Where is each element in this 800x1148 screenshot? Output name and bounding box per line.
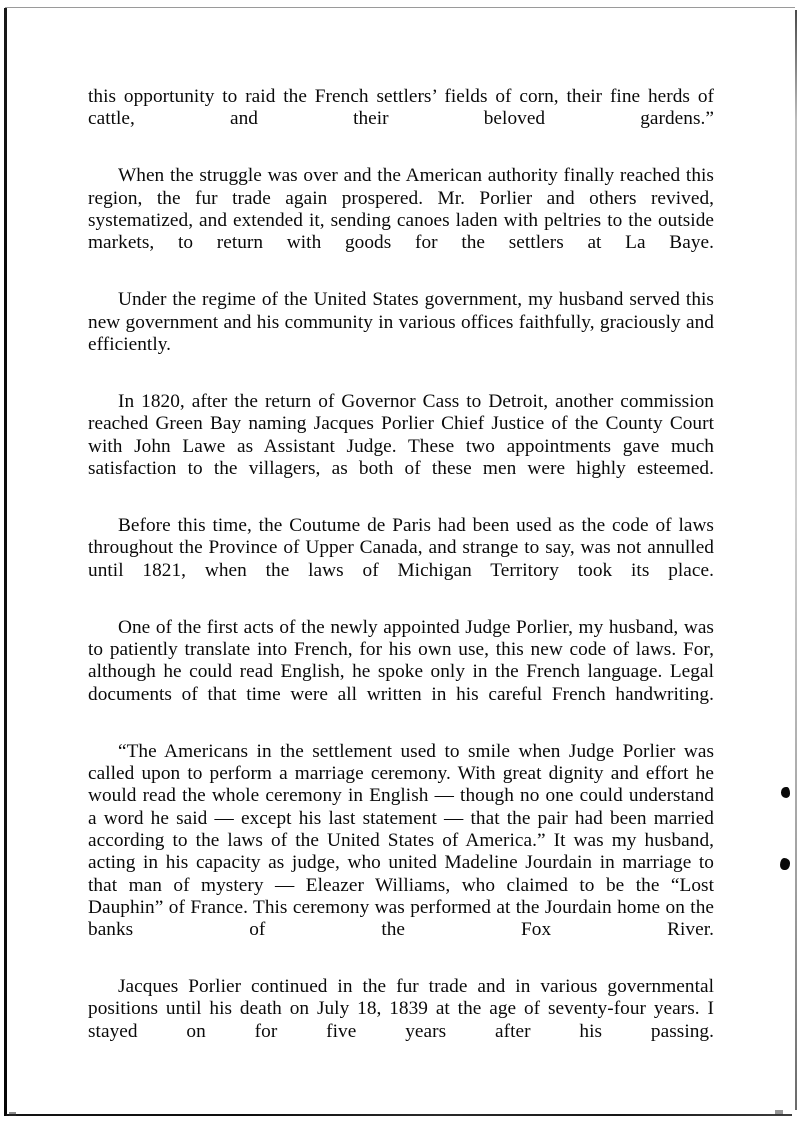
paragraph: Jacques Porlier continued in the fur trade and in various governmental positions until his death on July 18, 1839 at the age of seventy-four years. I stayed on for five years after his passing. [88, 976, 714, 1042]
page-body-text [88, 86, 714, 1065]
scan-edge-top [5, 7, 795, 8]
scan-edge-right [795, 10, 797, 1110]
scan-artifact-speck-right [775, 1110, 783, 1115]
paragraph-continuation: this opportunity to raid the French settlers’ fields of corn, their fine herds of cattle, and their beloved gardens.” [88, 86, 714, 130]
paragraph: Before this time, the Coutume de Paris had been used as the code of laws throughout the Province of Upper Canada, and strange to say, was not annulled until 1821, when the laws of Michigan Territory took its place. [88, 515, 714, 581]
scan-artifact-speck-left [9, 1112, 16, 1116]
scan-artifact-mark-lower [780, 858, 790, 870]
paragraph: Under the regime of the United States government, my husband served this new government and his community in various offices faithfully, graciously and efficiently. [88, 289, 714, 355]
paragraph: When the struggle was over and the American authority finally reached this region, the fur trade again prospered. Mr. Porlier and others revived, systematized, and extended it, sending canoes laden with peltries to the outside markets, to return with goods for the settlers at La Baye. [88, 165, 714, 254]
scan-edge-left [4, 8, 7, 1116]
scan-edge-bottom [6, 1114, 792, 1116]
paragraph: One of the first acts of the newly appointed Judge Porlier, my husband, was to patiently translate into French, for his own use, this new code of laws. For, although he could read English, he spoke only in the French language. Legal documents of that time were all written in his careful French handwriting. [88, 616, 714, 705]
scan-artifact-mark-upper [781, 787, 790, 798]
paragraph: “The Americans in the settlement used to smile when Judge Porlier was called upon to perform a marriage ceremony. With great dignity and effort he would read the whole ceremony in English — though no one could understand a word he said — except his last statement — that the pair had been married according to the laws of the United States of America.” It was my husband, acting in his capacity as judge, who united Madeline Jourdain in marriage to that man of mystery — Eleazer Williams, who claimed to be the “Lost Dauphin” of France. This ceremony was performed at the Jourdain home on the banks of the Fox River. [88, 740, 714, 941]
paragraph: In 1820, after the return of Governor Cass to Detroit, another commission reached Green Bay naming Jacques Porlier Chief Justice of the County Court with John Lawe as Assistant Judge. These two appointments gave much satisfaction to the villagers, as both of these men were highly esteemed. [88, 391, 714, 479]
